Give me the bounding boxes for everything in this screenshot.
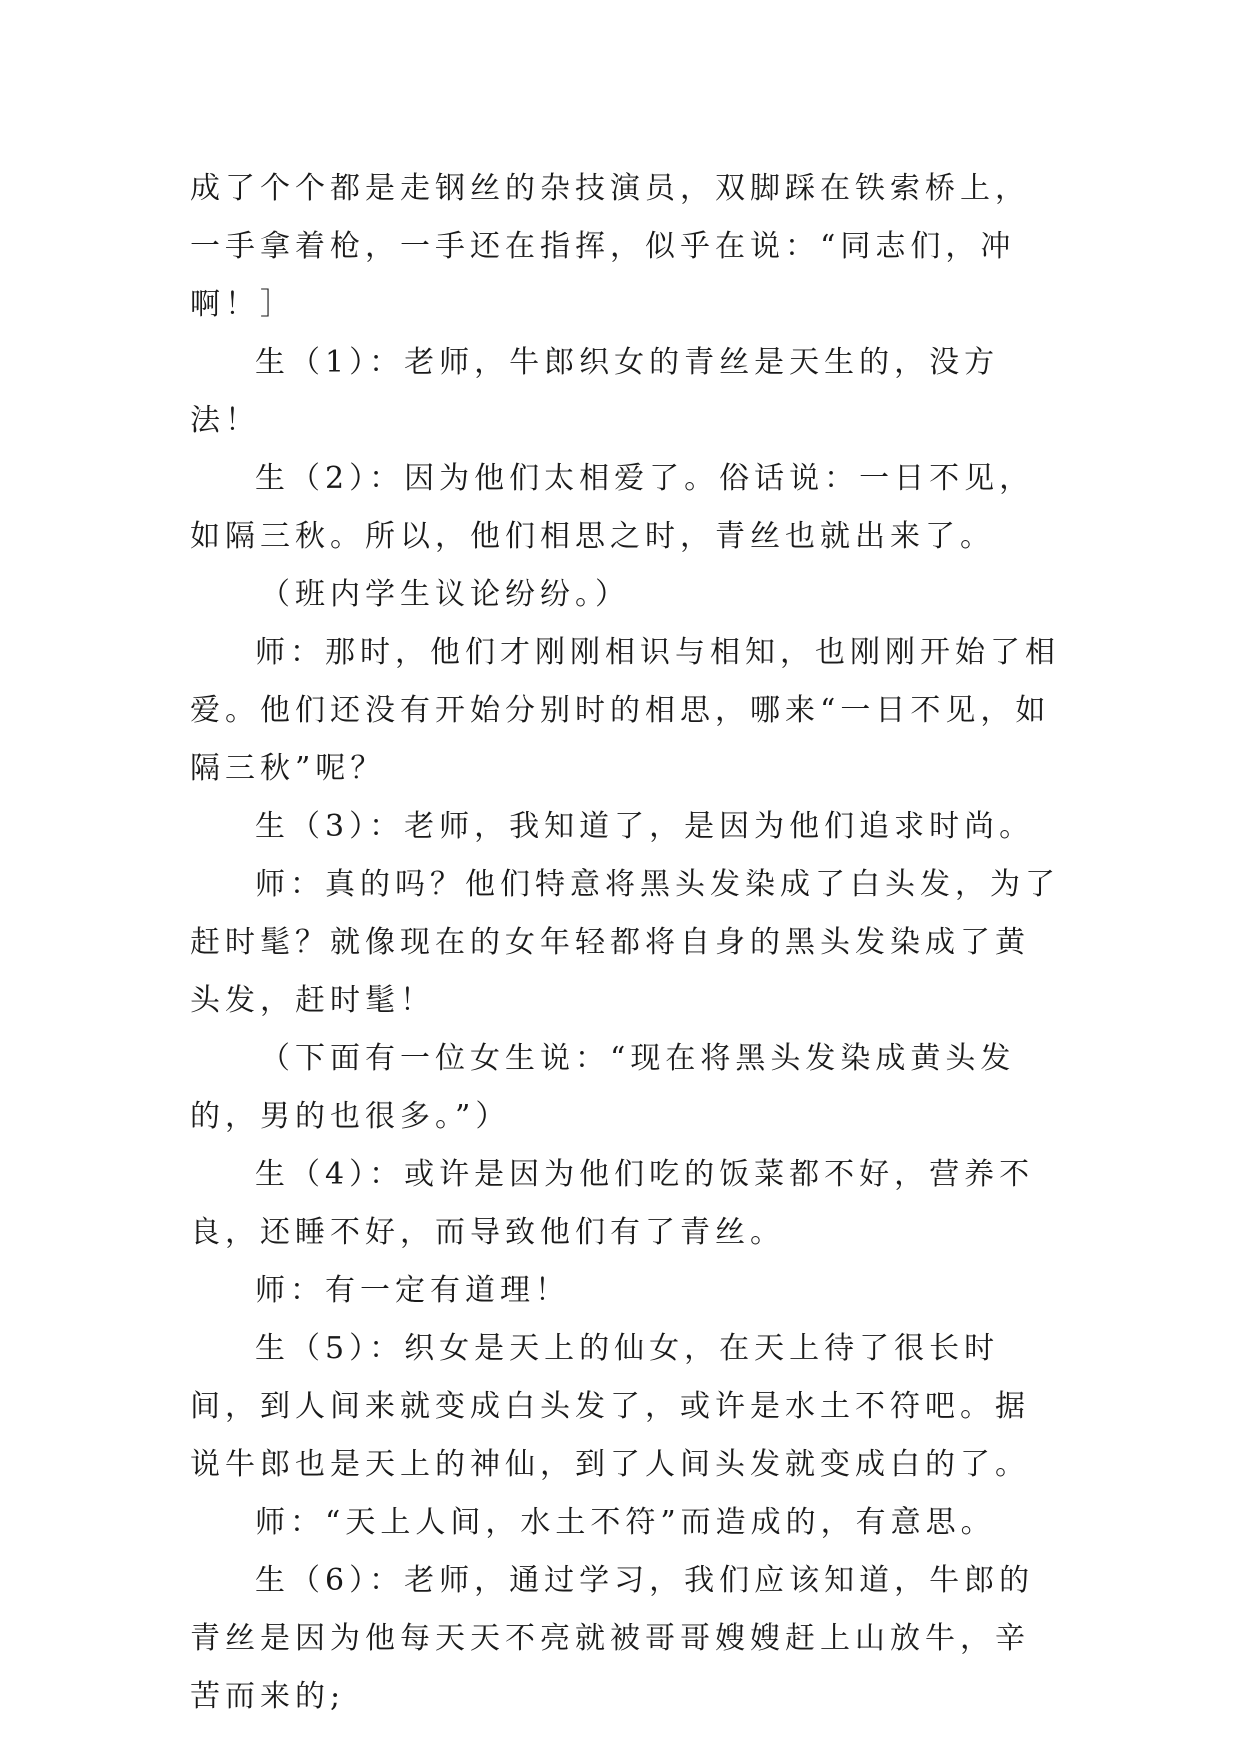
paragraph-1: 成了个个都是走钢丝的杂技演员，双脚踩在铁索桥上，一手拿着枪，一手还在指挥，似乎在说：“同志们，冲啊！］ [190,171,1030,322]
paragraph-7: 师：真的吗？他们特意将黑头发染成了白头发，为了赶时髦？就像现在的女年轻都将自身的黑头发染成了黄头发，赶时髦！ [190,867,1060,1018]
paragraph-3: 生（2）：因为他们太相爱了。俗话说：一日不见，如隔三秋。所以，他们相思之时，青丝也就出来了。 [190,461,1035,554]
paragraph-4: （班内学生议论纷纷。） [260,577,630,612]
paragraph-8: （下面有一位女生说：“现在将黑头发染成黄头发的，男的也很多。”） [190,1041,1016,1134]
paragraph-6: 生（3）：老师，我知道了，是因为他们追求时尚。 [255,809,1035,844]
paragraph-10: 师：有一定有道理！ [255,1273,570,1308]
paragraph-12: 师：“天上人间，水土不符”而造成的，有意思。 [255,1505,996,1540]
paragraph-5: 师：那时，他们才刚刚相识与相知，也刚刚开始了相爱。他们还没有开始分别时的相思，哪来“一日不见，如隔三秋”呢？ [190,635,1060,786]
paragraph-9: 生（4）：或许是因为他们吃的饭菜都不好，营养不良，还睡不好，而导致他们有了青丝。 [190,1157,1035,1250]
body-text [190,160,1060,1726]
paragraph-2: 生（1）：老师，牛郎织女的青丝是天生的，没方法！ [190,345,1000,438]
paragraph-13: 生（6）：老师，通过学习，我们应该知道，牛郎的青丝是因为他每天天不亮就被哥哥嫂嫂赶上山放牛，辛苦而来的; [190,1563,1035,1714]
paragraph-11: 生（5）：织女是天上的仙女，在天上待了很长时间，到人间来就变成白头发了，或许是水土不符吧。据说牛郎也是天上的神仙，到了人间头发就变成白的了。 [190,1331,1030,1482]
